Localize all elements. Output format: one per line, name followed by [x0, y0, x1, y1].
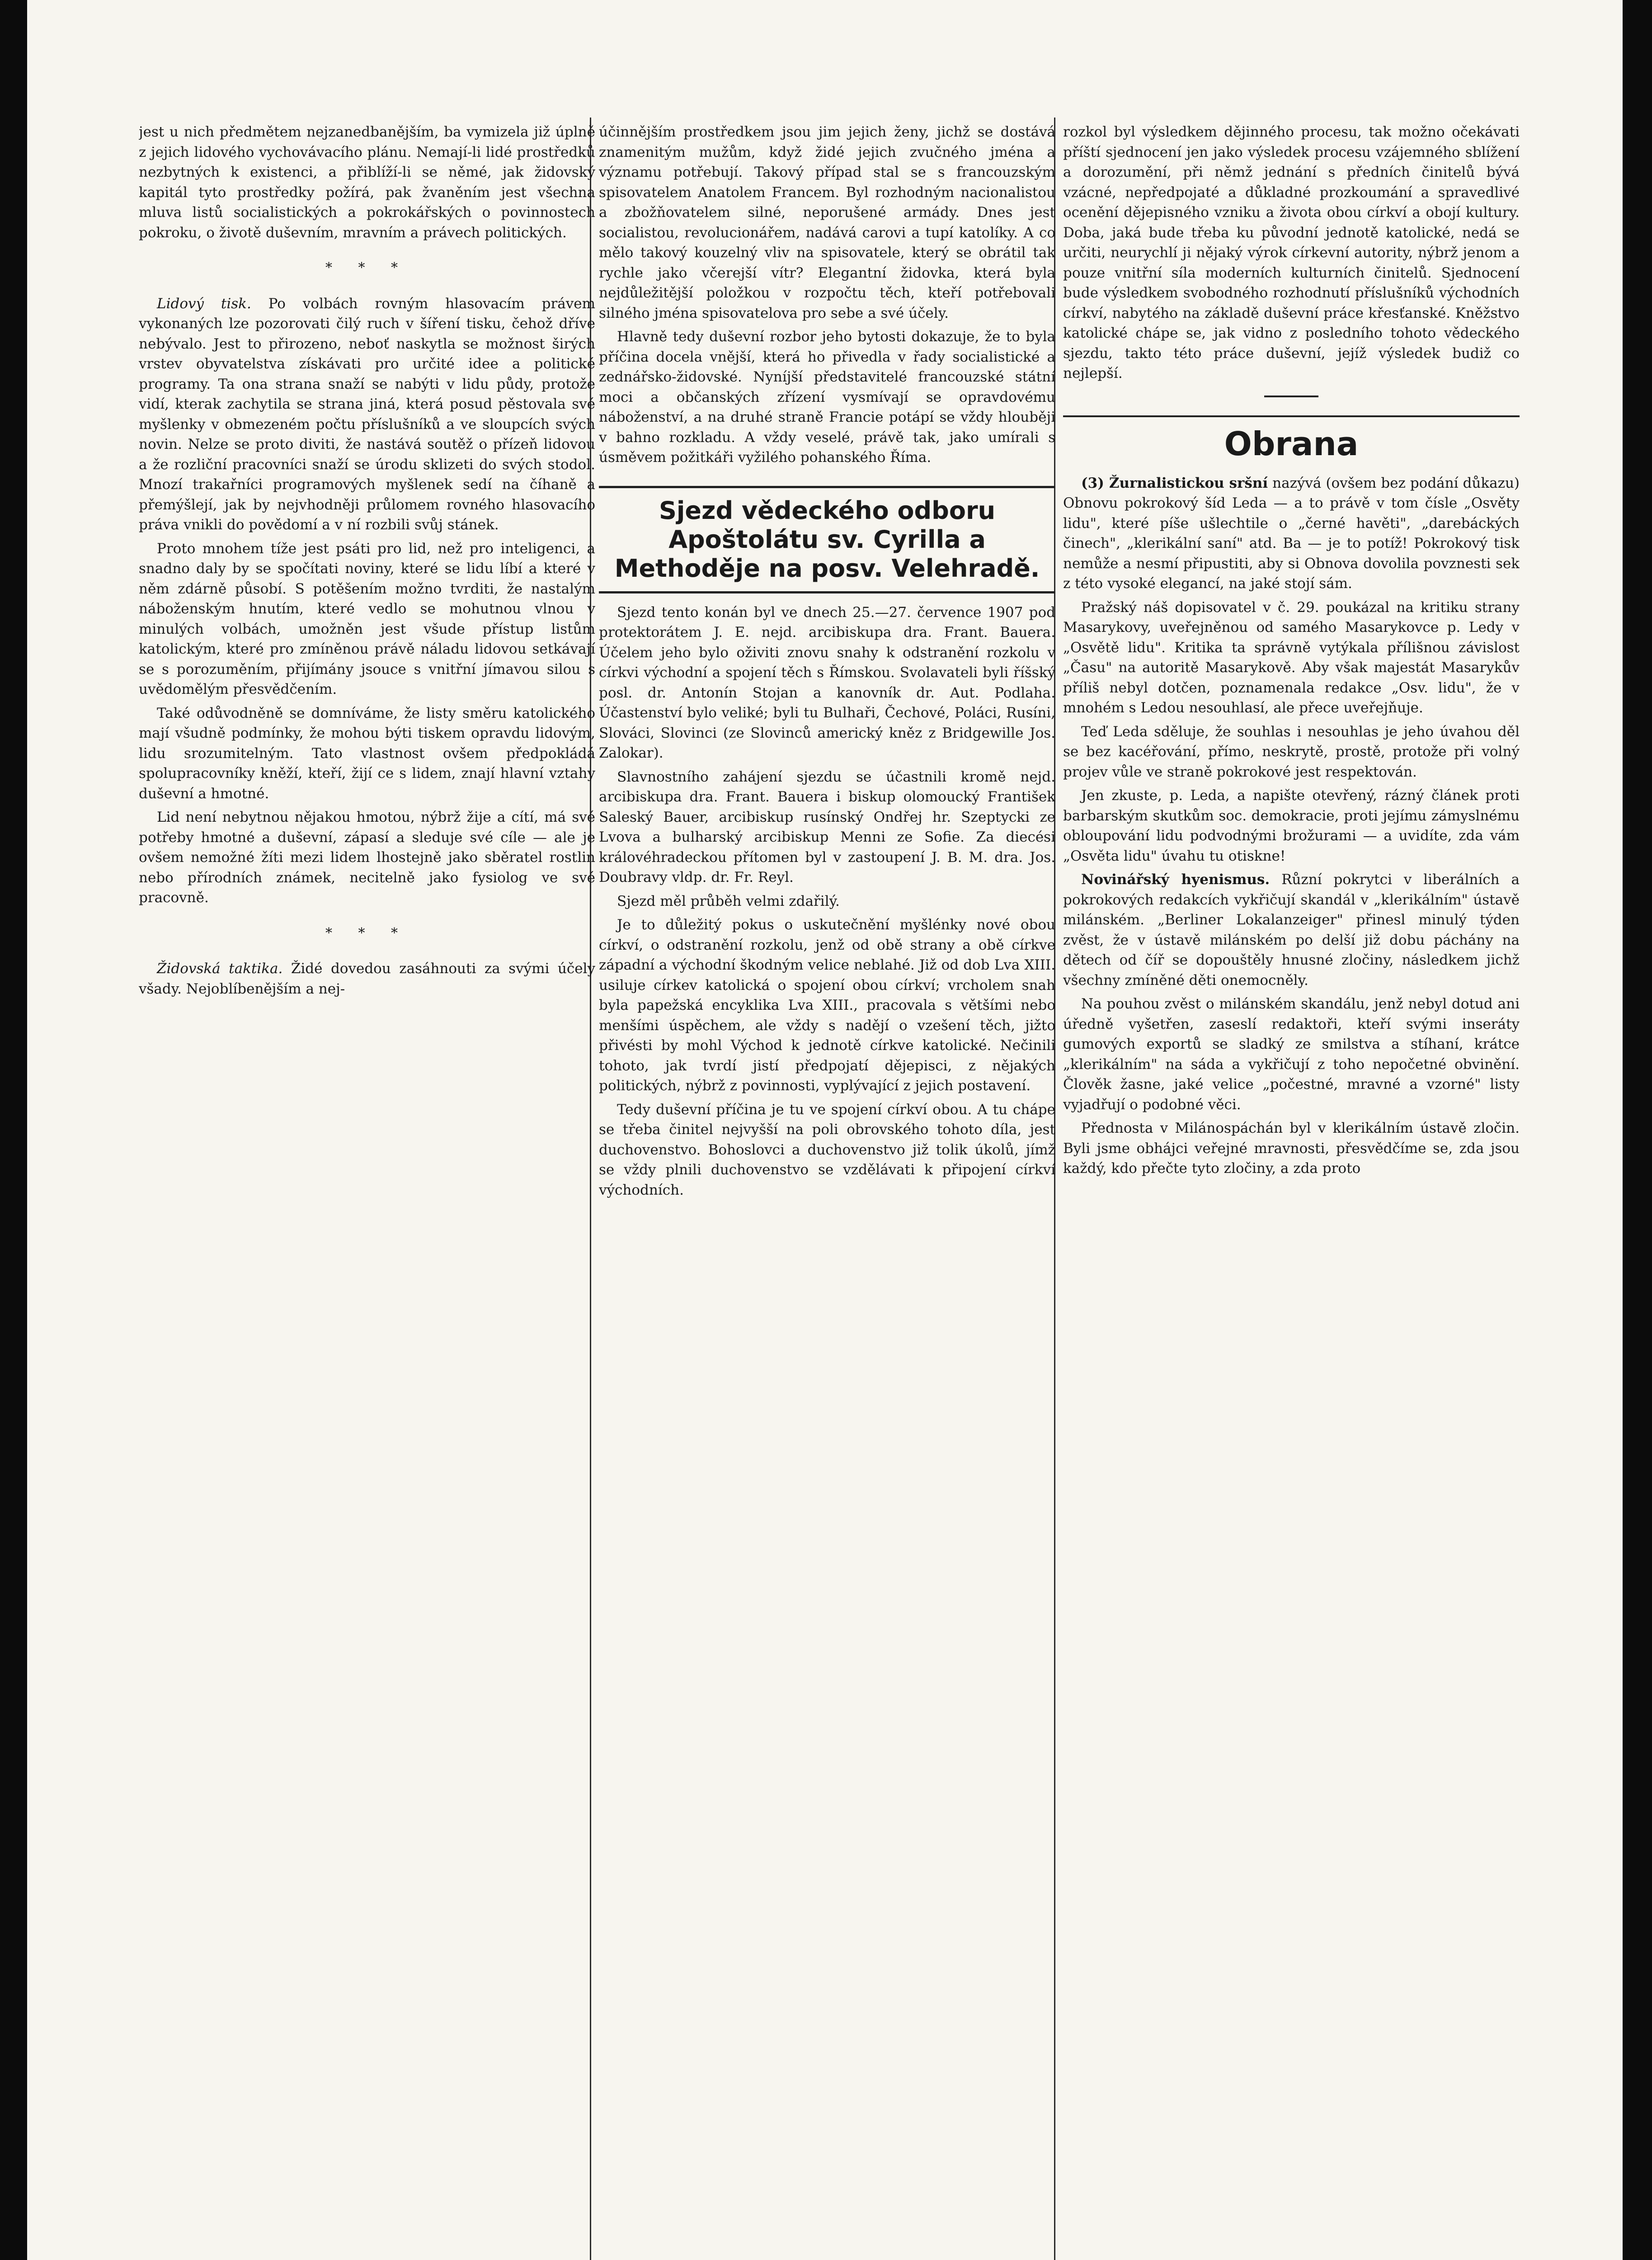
col2-paragraph-7: Tedy duševní příčina je tu ve spojení církví obou. A tu chápe se třeba činitel nejvyšší na poli obrovského tohoto díla, jest duchovenstvo. Bohoslovci a duchovenstvo již tolik úkolů, jímž se vždy plnili duchovenstvo se vzdělávati k připojení církví východních.: [599, 1101, 1055, 1198]
col3-p2-text: nazývá (ovšem bez podání důkazu) Obnovu pokrokový šíd Leda — a to právě v tom čísle „Osvěty lidu", které píše ušlechtile o „černé havěti", „darebáckých činech", „klerikální saní" atd. Ba — je to potíž! Pokrokový tisk nemůže a nesmí připustiti, aby si Obnova dovolila povznesti sek z této vysoké elegancí, na jaké stojí sám.: [1063, 475, 1520, 592]
col2-paragraph-6: Je to důležitý pokus o uskutečnění myšlénky nové obou církví, o odstranění rozkolu, jenž od obě strany a obě církve západní a východní škodným velice neblahé. Již od dob Lva XIII. usiluje církev katolická o spojení obou církví; vrcholem snah byla papežská encyklika Lva XIII., pracovala s většími nebo menšími úspěchem, ale vždy s nadějí o vzešení těch, jižto přivésti by mohl Východ k jednotě církve katolické. Nečinili tohoto, jak tvrdí jistí předpojatí dějepisci, z nějakých politických, nýbrž z povinnosti, vyplývající z jejich postavení.: [599, 917, 1055, 1094]
col1-paragraph-tisk: [139, 294, 595, 535]
col1-taktika-text: Židé dovedou zasáhnouti za svými účely všady. Nejoblíbenějším a nej-: [139, 960, 595, 997]
col3-paragraph-4: Teď Leda sděluje, že souhlas i nesouhlas je jeho úvahou děl se bez kacéřování, přímo, neskrytě, prostě, protože při volný projev vůle ve straně pokrokové jest respektován.: [1063, 723, 1520, 780]
scan-border-right: [1623, 0, 1652, 2260]
col1-tisk-text: Po volbách rovným hlasovacím právem vykonaných lze pozorovati čilý ruch v šíření tisku, čehož dříve nebývalo. Jest to přirozeno, neboť naskytla se možnost širých vrstev obyvatelstva získávati pro určité idee a politické programy. Ta ona strana snaží se nabýti v lidu půdy, protože vidí, kterak zachytila se strana jiná, která posud pěstovala své myšlenky v obmezeném počtu příslušníků a ve sloupcích svých novin. Nelze se proto diviti, že nastává soutěž o přízeň lidovou a že rozliční pracovníci snaží se úrodu sklizeti do svých stodol. Mnozí trakařníci programových myšlenek sedí na číhaně a přemýšlejí, jak by nejvhodněji průlomem rovného hlasovacího práva vnikli do povědomí a v ní rozbili svůj stánek.: [139, 295, 595, 533]
col1-paragraph-3: Proto mnohem tíže jest psáti pro lid, než pro inteligenci, a snadno daly by se spočítati noviny, které se lidu líbí a které v něm zdárně působí. S potěšením možno tvrditi, že nastalým náboženským hnutím, které vedlo se mohutnou vlnou v minulých volbách, umožněn jest všude přístup listům katolickým, které pro zmíněnou právě náladu lidovou setkávají se s porozuměním, přijímány jsouce s vnitřní jímavou silou s uvědomělým přesvědčením.: [139, 540, 595, 697]
column-2: [599, 122, 1055, 2260]
scan-border-left: [0, 0, 27, 2260]
col3-short-rule: [1264, 396, 1318, 397]
col1-separator-stars: * * *: [325, 260, 409, 276]
col3-p6-text: Různí pokrytci v liberálních a pokrokových redakcích vykřičují skandál v „klerikálním" ústavě milánském. „Berliner Lokalanzeiger" přinesl minulý týden zvěst, že v ústavě milánském po delší již dobu páchány na dětech od číř se dopouštěly hnusné zločiny, následkem jichž všechny zmíněné děti onemocněly.: [1063, 871, 1520, 989]
column-1: [139, 122, 595, 2260]
col2-paragraph-3: Sjezd tento konán byl ve dnech 25.—27. července 1907 pod protektorátem J. E. nejd. arcibiskupa dra. Frant. Bauera. Účelem jeho bylo oživiti znovu snahy k odstranění rozkolu v církvi východní a spojení těch s Římskou. Svolavateli byli říšský posl. dr. Antonín Stojan a kanovník dr. Aut. Podlaha. Účastenství bylo veliké; byli tu Bulhaři, Čechové, Poláci, Rusíni, Slováci, Slovinci (ze Slovinců americký kněz z Bridgewille Jos. Zalokar).: [599, 604, 1055, 761]
col3-paragraph-8: Přednosta v Milánospáchán byl v klerikálním ústavě zločin. Byli jsme obhájci veřejné mravnosti, přesvědčíme se, zda jsou každý, kdo přečte tyto zločiny, a zda proto: [1063, 1120, 1520, 1177]
col1-taktika-lead: Židovská taktika.: [157, 960, 283, 977]
col1-paragraph-taktika: [139, 959, 595, 999]
col3-paragraph-5: Jen zkuste, p. Leda, a napište otevřený, rázný článek proti barbarským skutkům soc. demokracie, proti jejímu zámyslnému obloupování lidu podvodnými brožurami — a uvidíte, zda vám „Osvěta lidu" úvahu tu otiskne!: [1063, 787, 1520, 864]
col3-p6-lead: Novinářský hyenismus.: [1081, 871, 1270, 888]
col3-paragraph-2: [1063, 473, 1520, 594]
col2-paragraph-4: Slavnostního zahájení sjezdu se účastnili kromě nejd. arcibiskupa dra. Frant. Bauera i biskup olomoucký František Saleský Bauer, arcibiskup rusínský Ondřej hr. Szeptycki ze Lvova a bulharský arcibiskup Menni ze Sofie. Za diecési královéhradeckou přítomen byl v zastoupení J. B. M. dra. Jos. Doubravy vldp. dr. Fr. Reyl.: [599, 768, 1055, 885]
col1-paragraph-1: jest u nich předmětem nejzanedbanějším, ba vymizela již úplně z jejich lidového vychovávacího plánu. Nemají-li lidé prostředků nezbytných k existenci, a přiblíží-li se němé, jak židovský kapitál tyto prostředky požírá, pak žvaněním jest všechna mluva listů socialistických a pokrokářských o povinnostech pokroku, o životě duševním, mravním a právech politických.: [139, 124, 595, 241]
col2-paragraph-5: Sjezd měl průběh velmi zdařilý.: [617, 893, 840, 909]
column-3: [1063, 122, 1520, 2260]
col1-paragraph-4: Také odůvodněně se domníváme, že listy směru katolického mají všudně podmínky, že mohou býti tiskem opravdu lidovým, lidu srozumitelným. Tato vlastnost ovšem předpokládá spolupracovníky kněží, kteří, žijí ce s lidem, znají hlavní vztahy duševní a hmotné.: [139, 705, 595, 802]
col3-paragraph-3: Pražský náš dopisovatel v č. 29. poukázal na kritiku strany Masarykovy, uveřejněnou od samého Masarykovce p. Ledy v „Osvětě lidu". Kritika ta správně vytýkala přílišnou závislost „Času" na autoritě Masarykově. Aby však majestát Masarykův příliš nebyl dotčen, poznamenala redakce „Osv. lidu", že v mnohém s Ledou nesouhlasí, ale přece uveřejňuje.: [1063, 599, 1520, 716]
col1-paragraph-5: Lid není nebytnou nějakou hmotou, nýbrž žije a cítí, má své potřeby hmotné a duševní, zápasí a sleduje své cíle — ale je ovšem nemožné žíti mezi lidem lhostejně jako sběratel rostlin nebo přírodních známek, necitelně jako fysiolog ve své pracovně.: [139, 809, 595, 906]
col3-p2-lead: (3) Žurnalistickou sršní: [1081, 475, 1268, 491]
col3-section-heading: Obrana: [1063, 415, 1520, 464]
col1-separator-stars-2: * * *: [325, 925, 409, 941]
col2-paragraph-1: účinnějším prostředkem jsou jim jejich ženy, jichž se dostává znamenitým mužům, když židé jejich zvučného jména a významu potřebují. Takový případ stal se s francouzským spisovatelem Anatolem Francem. Byl rozhodným nacionalistou a zbožňovatelem silné, neporušené armády. Dnes jest socialistou, revolucionářem, nadává carovi a tupí katolíky. A co mělo takový kouzelný vliv na spisovatele, který se obrátil tak rychle jako včerejší vítr? Elegantní židovka, která byla nejdůležitější položkou v rozpočtu těch, kteří potřebovali silného jména spisovatelova pro sebe a své účely.: [599, 124, 1055, 321]
col1-tisk-lead: Lidový tisk.: [157, 295, 251, 312]
col3-paragraph-1: rozkol byl výsledkem dějinného procesu, tak možno očekávati příští sjednocení jen jako výsledek procesu vzájemného sblížení a dorozumění, při němž jednání s předních činitelů bývá vzácné, nepředpojaté a důkladné prozkoumání a spravedlivé ocenění dějepisného vzniku a života obou církví a obojí kultury. Doba, jaká bude třeba ku původní jednotě katolické, nedá se určiti, neurychlí ji nějaký výrok církevní autority, nýbrž jenom a pouze vnitřní síla moderních kulturních činitelů. Sjednocení bude výsledkem svobodného rozhodnutí příslušníků východních církví, nabytého na základě duševní práce křesťanské. Kněžstvo katolické chápe se, jak vidno z posledního tohoto vědeckého sjezdu, takto této práce duševní, jejíž výsledek budiž co nejlepší.: [1063, 124, 1520, 381]
col2-article-title: Sjezd vědeckého odboru Apoštolátu sv. Cyrilla a Methoděje na posv. Velehradě.: [599, 486, 1055, 593]
col3-paragraph-6: [1063, 870, 1520, 990]
col3-paragraph-7: Na pouhou zvěst o milánském skandálu, jenž nebyl dotud ani úředně vyšetřen, zaseslí redaktoři, kteří svými inseráty gumových exportů se sladký ze smilstva a stíhaní, krátce „klerikálním" na sáda a vykřičují z toho nepočetné obvinění. Člověk žasne, jaké velice „počestné, mravné a vzorné" listy vyjadřují o podobné věci.: [1063, 996, 1520, 1113]
col2-paragraph-2: Hlavně tedy duševní rozbor jeho bytosti dokazuje, že to byla příčina docela vnější, která ho přivedla v řady socialistické a zednářsko-židovské. Nyníjší představitelé francouzské státní moci a občanských zřízení vysmívají se opravdovému náboženství, a na druhé straně Francie potápí se vždy hlouběji v bahno rozkladu. A vždy veselé, právě tak, jako umírali s úsměvem požitkáři vyžilého pohanského Říma.: [599, 329, 1055, 466]
